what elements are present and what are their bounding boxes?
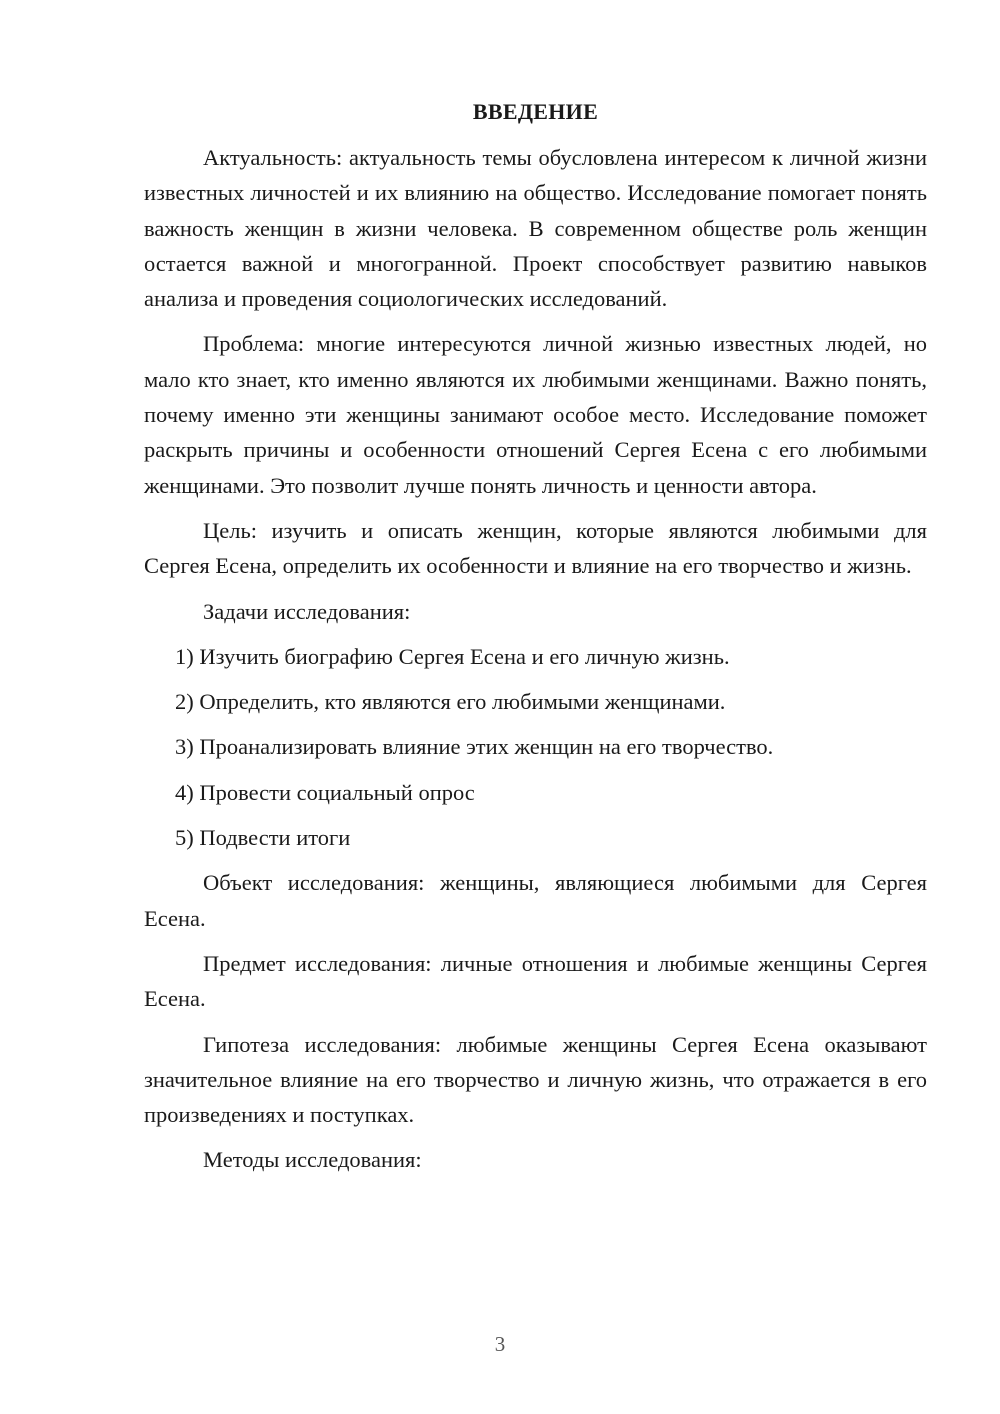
task-item: 5) Подвести итоги [175,825,351,851]
goal-paragraph: Цель: изучить и описать женщин, которые являются любимыми для Сергея Есена, определить их особенности и влияние на его творчество и жизнь. [144,517,927,579]
object-paragraph: Объект исследования: женщины, являющиеся любимыми для Сергея Есена. [144,870,927,931]
relevance-paragraph: Актуальность: актуальность темы обусловлена интересом к личной жизни известных личностей и их влиянию на общество. Исследование помогает понять важность женщин в жизни человека. В современном обществе роль женщин остается важной и многогранной. Проект способствует развитию навыков анализа и проведения социологических исследований. [144,145,927,312]
hypothesis-paragraph: Гипотеза исследования: любимые женщины Сергея Есена оказывают значительное влияние на его творчество и личную жизнь, что отражается в его произведениях и поступках. [144,1031,927,1128]
subject-paragraph: Предмет исследования: личные отношения и любимые женщины Сергея Есена. [144,950,927,1012]
tasks-heading: Задачи исследования: [203,598,411,624]
task-item: 3) Проанализировать влияние этих женщин на его творчество. [175,734,774,760]
problem-paragraph: Проблема: многие интересуются личной жизнью известных людей, но мало кто знает, кто именно являются их любимыми женщинами. Важно понять, почему именно эти женщины занимают особое место. Исследование поможет раскрыть причины и особенности отношений Сергея Есена с его любимыми женщинами. Это позволит лучше понять личность и ценности автора. [144,331,927,498]
task-item: 4) Провести социальный опрос [175,779,475,805]
page-title: ВВЕДЕНИЕ [472,99,599,124]
methods-heading: Методы исследования: [203,1147,422,1173]
document-page [144,96,927,1188]
page-number: 3 [494,1332,506,1356]
task-item: 2) Определить, кто являются его любимыми женщинами. [175,689,726,715]
task-item: 1) Изучить биографию Сергея Есена и его личную жизнь. [175,643,730,669]
